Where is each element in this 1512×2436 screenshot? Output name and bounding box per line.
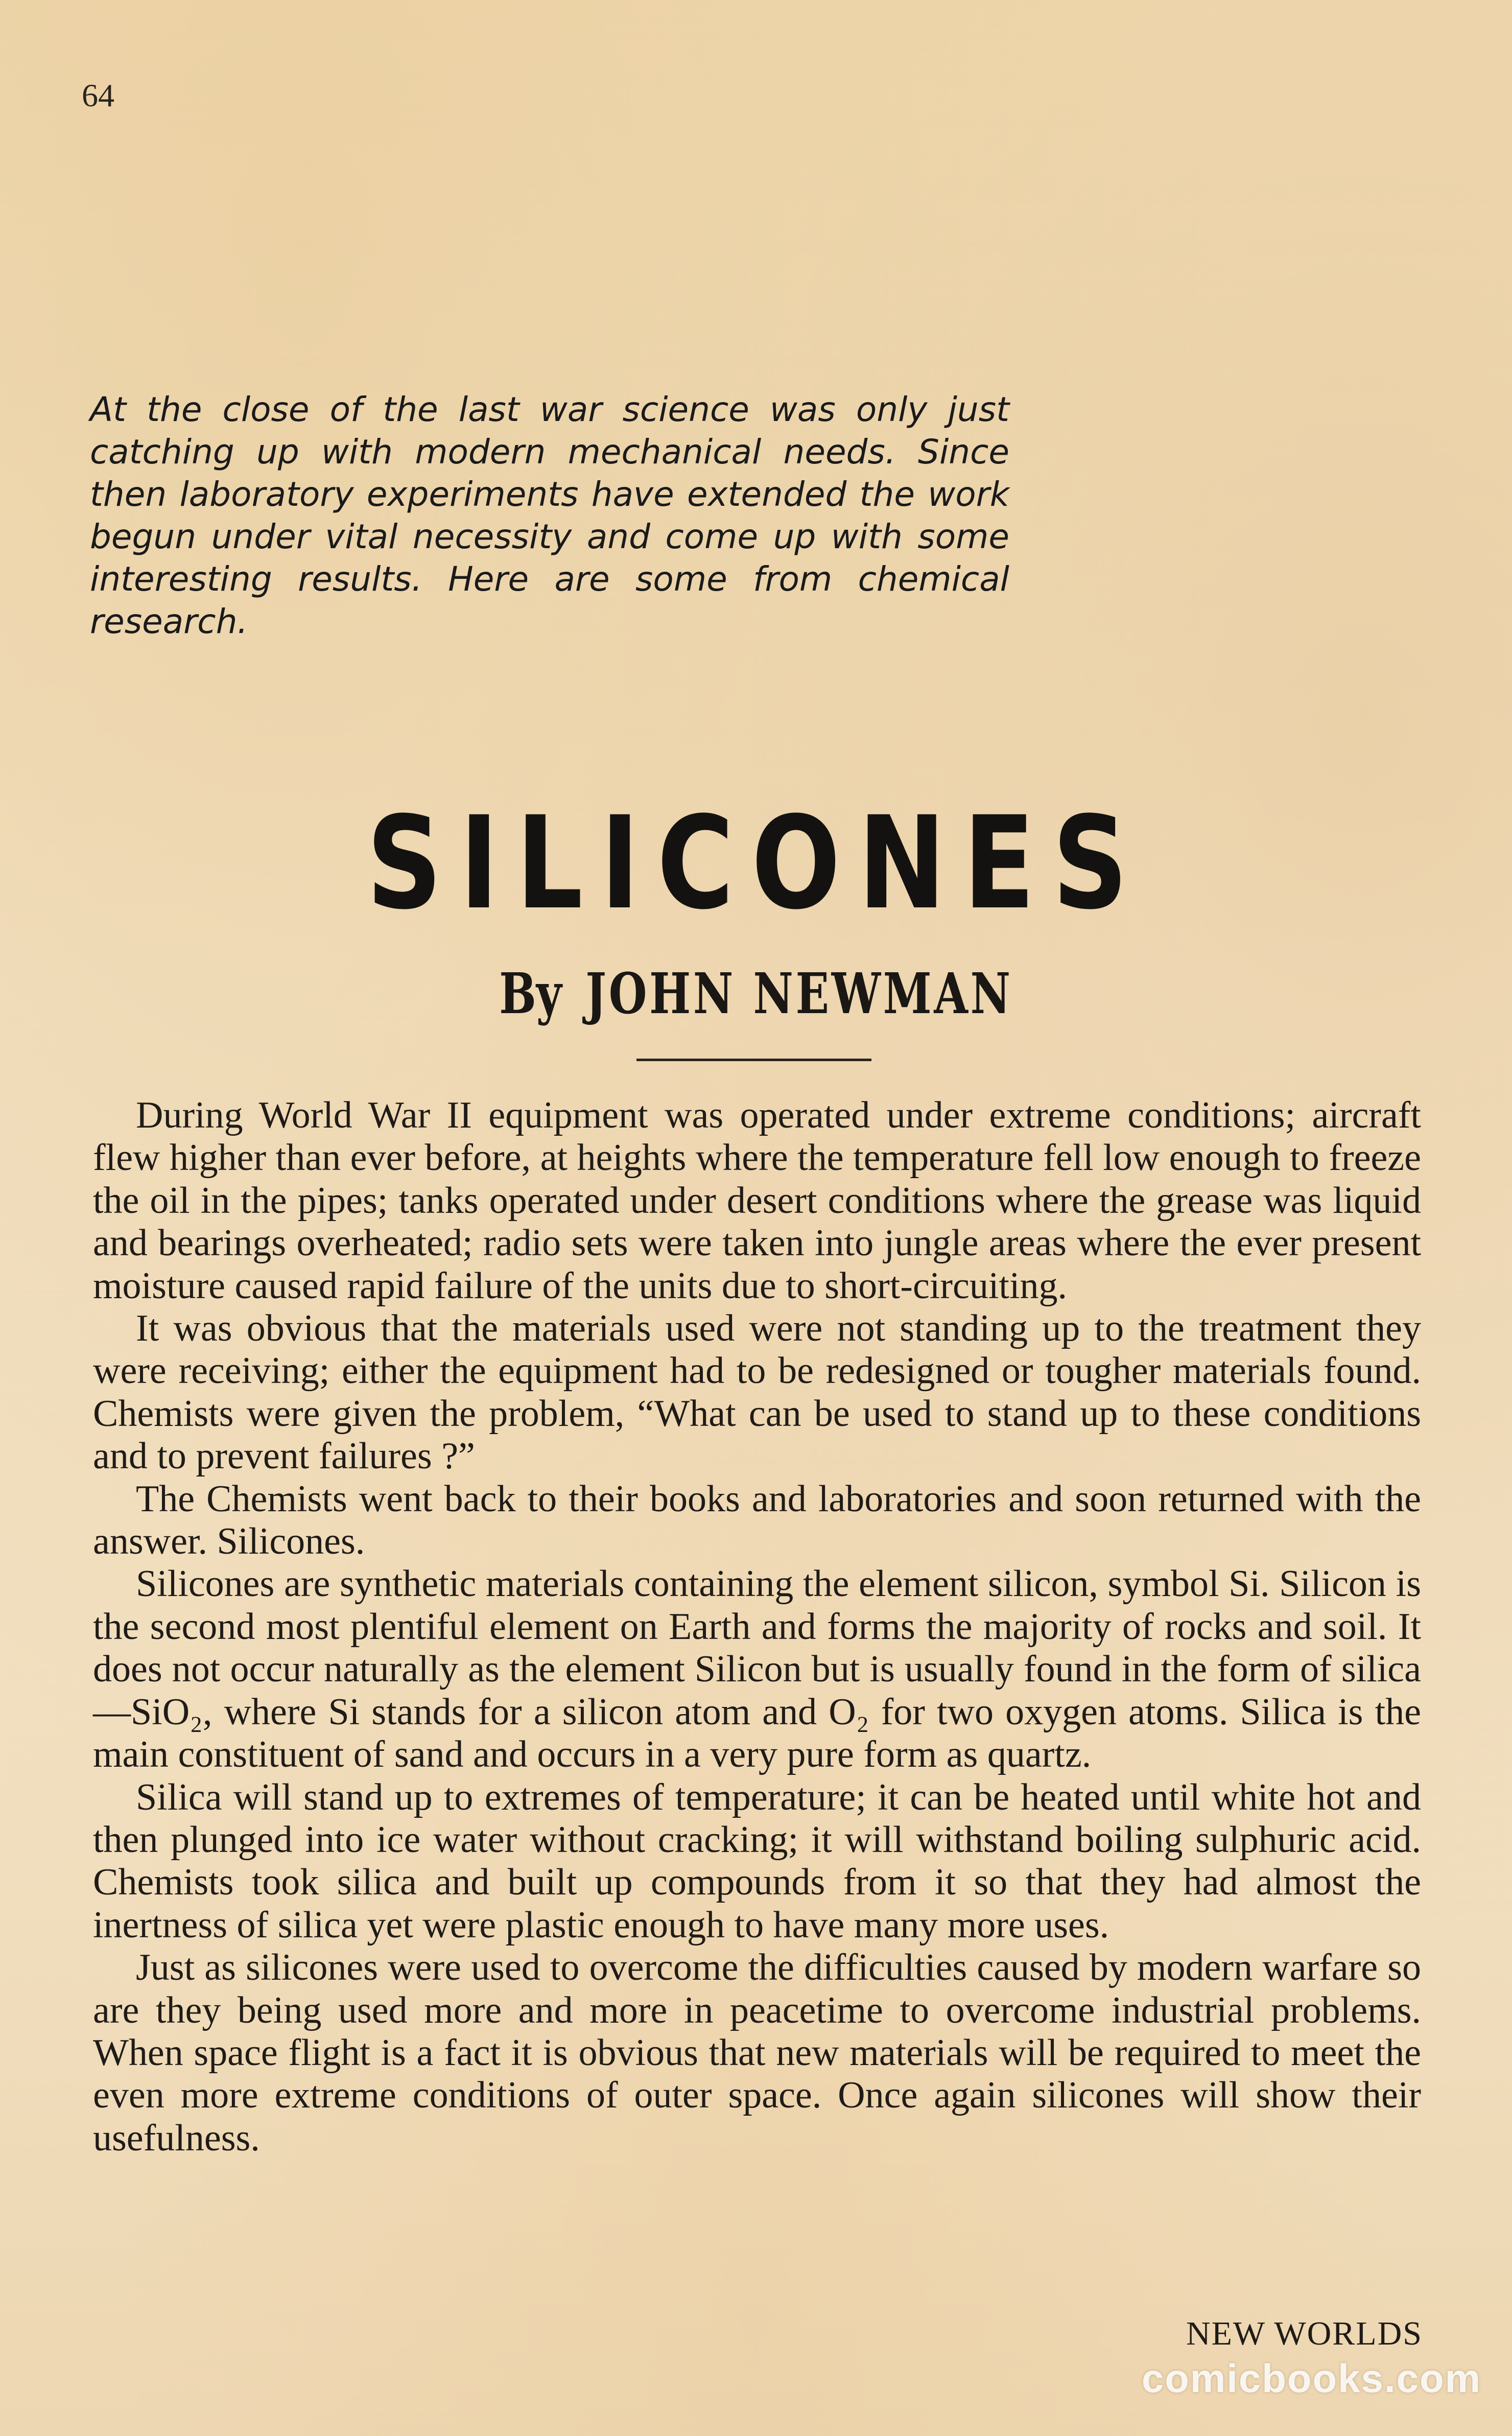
watermark: comicbooks.com xyxy=(1141,2356,1481,2401)
body-paragraph: Silicones are synthetic materials containing the element silicon, symbol Si. Silicon is the second most plentiful element on Earth and forms the majority of rocks and soil. It does not occur naturally as the element Silicon but is usually found in the form of silica—SiO₂, where Si stands for a silicon atom and O₂ for two oxygen atoms. Silica is the main constituent of sand and occurs in a very pure form as quartz. xyxy=(93,1563,1421,1776)
byline-prefix: By xyxy=(499,961,562,1026)
title-divider xyxy=(636,1059,871,1061)
body-paragraph: Just as silicones were used to overcome the difficulties caused by modern warfare so are they being used more and more in peacetime to overcome industrial problems. When space flight is a fact it is obvious that new materials will be required to meet the even more extreme conditions of outer space. Once again silicones will show their usefulness. xyxy=(93,1947,1421,2159)
body-paragraph: Silica will stand up to extremes of temperature; it can be heated until white hot and then plunged into ice water without cracking; it will withstand boiling sulphuric acid. Chemists took silica and built up compounds from it so that they had almost the inertness of silica yet were plastic enough to have many more uses. xyxy=(93,1776,1421,1946)
article-body xyxy=(93,1094,1421,2160)
body-paragraph: It was obvious that the materials used were not standing up to the treatment they were receiving; either the equipment had to be redesigned or tougher materials found. Chemists were given the problem, “What can be used to stand up to these conditions and to prevent failures ?” xyxy=(93,1307,1421,1478)
body-paragraph: The Chemists went back to their books and laboratories and soon returned with the answer. Silicones. xyxy=(93,1478,1421,1563)
byline xyxy=(167,961,1346,1027)
body-paragraph: During World War II equipment was operated under extreme conditions; aircraft flew higher than ever before, at heights where the temperature fell low enough to freeze the oil in the pipes; tanks operated under desert conditions where the grease was liquid and bearings overheated; radio sets were taken into jungle areas where the ever present moisture caused rapid failure of the units due to short-circuiting. xyxy=(93,1094,1421,1307)
page-number: 64 xyxy=(82,77,114,113)
article-intro: At the close of the last war science was only just catching up with modern mechanical needs. Since then laboratory experiments have extended the work begun under vital necessity and come up with some interesting results. Here are some from chemical research. xyxy=(90,390,1009,641)
magazine-footer: NEW WORLDS xyxy=(1186,2315,1423,2352)
article-title: SILICONES xyxy=(366,789,1146,938)
author-name: JOHN NEWMAN xyxy=(585,961,1013,1026)
